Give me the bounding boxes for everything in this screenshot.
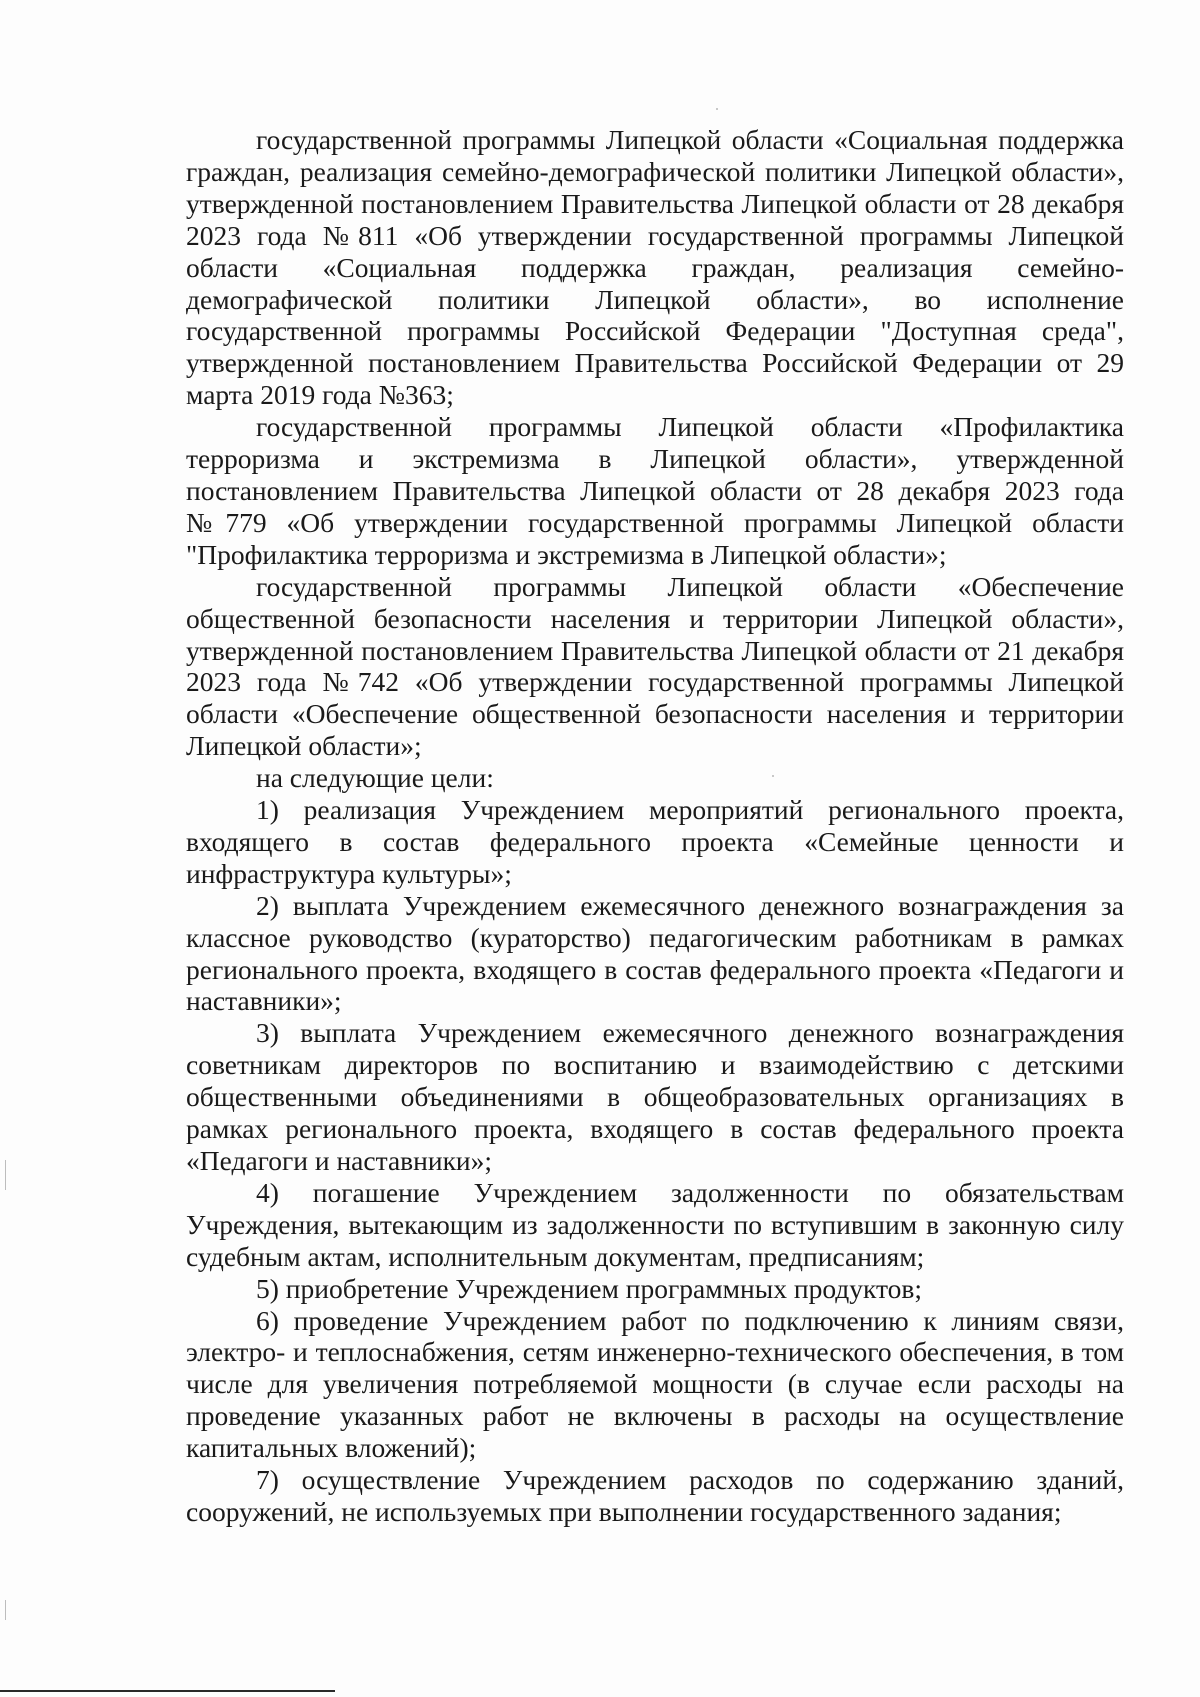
scan-speck [716, 108, 718, 110]
scan-artifact-left-lower [5, 1600, 6, 1620]
list-item-3: 3) выплата Учреждением ежемесячного денежного вознаграждения советникам директоров по воспитанию и взаимодействию с детскими общественными объединениями в общеобразовательных организациях в рамках регионального проекта, входящего в состав федерального проекта «Педагоги и наставники»; [186, 1017, 1124, 1176]
list-item-5: 5) приобретение Учреждением программных продуктов; [256, 1272, 923, 1304]
document-body [186, 124, 1124, 1528]
paragraph-program-public-safety: государственной программы Липецкой области «Обеспечение общественной безопасности населения и территории Липецкой области», утвержденной постановлением Правительства Липецкой области от 21 декабря 2023 года №742 «Об утверждении государственной программы Липецкой области «Обеспечение общественной безопасности населения и территории Липецкой области»; [186, 570, 1124, 762]
list-item-4: 4) погашение Учреждением задолженности по обязательствам Учреждения, вытекающим из задолженности по вступившим в законную силу судебным актам, исполнительным документам, предписаниям; [186, 1176, 1124, 1272]
paragraph-program-social-support: государственной программы Липецкой области «Социальная поддержка граждан, реализация семейно-демографической политики Липецкой области», утвержденной постановлением Правительства Липецкой области от 28 декабря 2023 года №811 «Об утверждении государственной программы Липецкой области «Социальная поддержка граждан, реализация семейно-демографической политики Липецкой области», во исполнение государственной программы Российской Федерации "Доступная среда", утвержденной постановлением Правительства Российской Федерации от 29 марта 2019 года №363; [186, 124, 1124, 411]
list-item-1: 1) реализация Учреждением мероприятий регионального проекта, входящего в состав федерального проекта «Семейные ценности и инфраструктура культуры»; [186, 794, 1124, 889]
scan-edge-line [0, 1690, 335, 1692]
paragraph-purposes-intro: на следующие цели: [256, 762, 494, 794]
list-item-6: 6) проведение Учреждением работ по подключению к линиям связи, электро- и теплоснабжения, сетям инженерно-технического обеспечения, в том числе для увеличения потребляемой мощности (в случае если расходы на проведение указанных работ не включены в расходы на осуществление капитальных вложений); [186, 1304, 1124, 1464]
list-item-7: 7) осуществление Учреждением расходов по содержанию зданий, сооружений, не используемых при выполнении государственного задания; [186, 1464, 1124, 1527]
list-item-2: 2) выплата Учреждением ежемесячного денежного вознаграждения за классное руководство (кураторство) педагогическим работникам в рамках регионального проекта, входящего в состав федерального проекта «Педагоги и наставники»; [186, 889, 1124, 1017]
paragraph-program-terrorism-prevention: государственной программы Липецкой области «Профилактика терроризма и экстремизма в Липецкой области», утвержденной постановлением Правительства Липецкой области от 28 декабря 2023 года №779 «Об утверждении государственной программы Липецкой области "Профилактика терроризма и экстремизма в Липецкой области»; [186, 411, 1124, 570]
scan-speck [772, 775, 774, 777]
scan-artifact-left [5, 1160, 6, 1190]
